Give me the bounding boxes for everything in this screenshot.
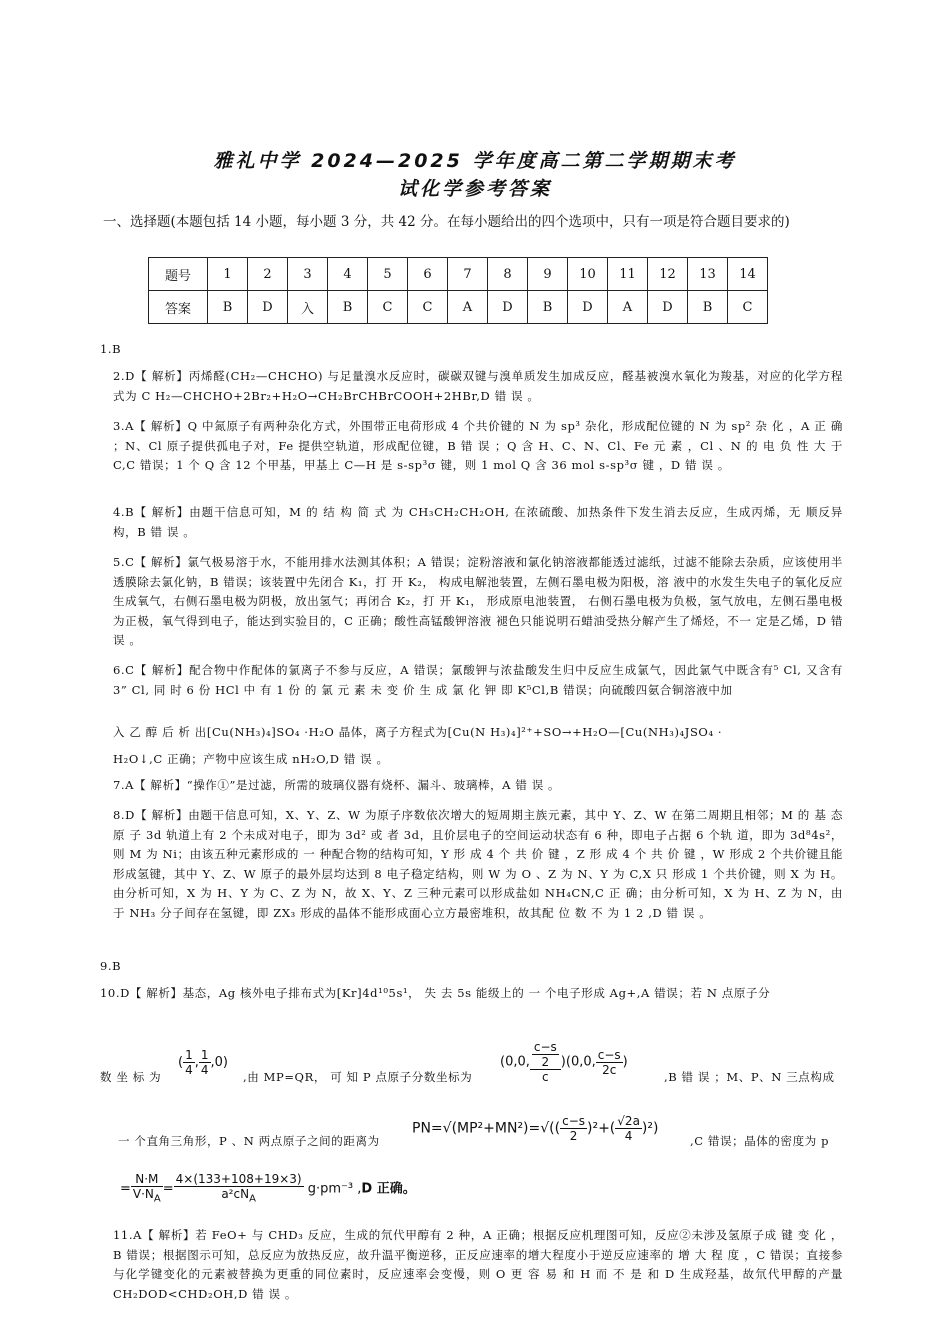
question-number: 12 xyxy=(648,258,688,291)
answer-cell: D xyxy=(568,291,608,324)
answer-q5: 5.C【 解析】氯气极易溶于水，不能用排水法测其体积；A 错误；淀粉溶液和氯化钠溶液都能透过滤纸，过滤不能除去杂质，应该使用半透膜除去氯化钠，B 错误；该装置中先闭合 K₁，打 开 K₂， 构成电解池装置，左侧石墨电极为阳极，溶 液中的水发生失电子的氧化反应生成氧气，右侧石墨电极为阴极，放出氢气；再闭合 K₂，打 开 K₁， 形成原电池装置， 右侧石墨电极为负极，氢气放电，左侧石墨电极为正极，氧气得到电子，能达到实验目的，C 正确；酸性高锰酸钾溶液 褪色只能说明石蜡油受热分解产生了烯烃，不一 定是乙烯，D 错 误 。 xyxy=(113,555,843,647)
answer-q10-part1: 10.D【 解析】基态，Ag 核外电子排布式为[Kr]4d¹⁰5s¹， 失 去 5s 能级上的 一 个电子形成 Ag+,A 错误；若 N 点原子分 xyxy=(100,986,771,1000)
answer-cell: D xyxy=(488,291,528,324)
question-number: 5 xyxy=(368,258,408,291)
answer-q3: 3.A【 解析】Q 中氮原子有两种杂化方式，外围带正电荷形成 4 个共价键的 N 为 sp³ 杂化，形成配位键的 N 为 sp² 杂 化 ，A 正 确 ；N、Cl 原子提供孤电子对，Fe 提供空轨道，形成配位键，B 错 误 ；Q 含 H、C、N、Cl、Fe 元 素 ，Cl 、N 的 电 负 性 大 于 C,C 错误；1 个 Q 含 12 个甲基，甲基上 C—H 是 s-sp³σ 键，则 1 mol Q 含 36 mol s-sp³σ 键 ，D 错 误 。 xyxy=(113,419,843,472)
q10-coord-suffix: ,B 错 误 ；M、P、N 三点构成 xyxy=(664,1070,835,1084)
answer-q6-part3: H₂O↓,C 正确；产物中应该生成 nH₂O,D 错 误 。 xyxy=(113,752,389,766)
answer-cell: A xyxy=(448,291,488,324)
q10-coord-prefix: 数 坐 标 为 xyxy=(100,1070,162,1084)
question-number: 2 xyxy=(248,258,288,291)
table-row-numbers xyxy=(149,258,768,291)
pn-distance-formula: PN=√(MP²+MN²)=√(( $\frac{c-s}{2}$ )²+( $\frac{√2a}{4}$ )²) xyxy=(412,1114,659,1143)
density-formula: = $\frac{N\cdot M}{V\cdot N_A}$ = $\frac{4\times(133+108+19\times 3)}{a^2cN_A}$ g·pm⁻³ ,D 正确。 xyxy=(120,1172,416,1205)
answer-q6-part1: 6.C【 解析】配合物中作配体的氯离子不参与反应，A 错误；氯酸钾与浓盐酸发生归中反应生成氯气，因此氯气中既含有⁵ Cl, 又含有 3” Cl, 同 时 6 份 HCl 中 有 1 份 的 氯 元 素 未 变 价 生 成 氯 化 钾 即 K⁵Cl,B 错误；向硫酸四氨合铜溶液中加 xyxy=(113,663,843,697)
q10-coord-middle: ,由 MP=QR， 可 知 P 点原子分数坐标为 xyxy=(243,1070,473,1084)
answer-cell: C xyxy=(728,291,768,324)
answer-cell: 入 xyxy=(288,291,328,324)
answer-q1: 1.B xyxy=(100,342,122,356)
section-heading: 一、选择题(本题包括 14 小题，每小题 3 分，共 42 分。在每小题给出的四个选项中，只有一项是符合题目要求的) xyxy=(103,214,790,230)
row-label: 题号 xyxy=(149,258,208,291)
answer-q11: 11.A【 解析】若 FeO+ 与 CHD₃ 反应，生成的氘代甲醇有 2 种，A 正确；根据反应机理图可知，反应②未涉及氢原子成 键 变 化 ，B 错误；根据图示可知，总反应为放热反应，故升温平衡逆移，正反应速率的增大程度小于逆反应速率的 增 大 程 度 ，C 错误；直接参与化学键变化的元素被替换为更重的同位素时，反应速率会变慢，则 O 更 容 易 和 H 而 不 是 和 D 生成羟基，故氘代甲醇的产量 CH₂DOD<CHD₂OH,D 错 误 。 xyxy=(113,1228,843,1301)
answer-cell: B xyxy=(688,291,728,324)
p-point-coordinate: (0,0, $\frac{\frac{c-s}{2}}{c}$ )(0,0, $\frac{c-s}{2c}$ ) xyxy=(500,1040,628,1084)
answer-cell: B xyxy=(208,291,248,324)
answer-cell: B xyxy=(528,291,568,324)
question-number: 11 xyxy=(608,258,648,291)
table-row-answers xyxy=(149,291,768,324)
answer-cell: B xyxy=(328,291,368,324)
answer-q4: 4.B【 解析】由题干信息可知，M 的 结 构 简 式 为 CH₃CH₂CH₂OH, 在浓硫酸、加热条件下发生消去反应，生成丙烯，无 顺反异构，B 错 误 。 xyxy=(113,505,843,539)
q10-distance-suffix: ,C 错误；晶体的密度为 p xyxy=(690,1134,830,1148)
document-title-line1: 雅礼中学 2024—2025 学年度高二第二学期期末考 xyxy=(213,150,737,172)
q10-distance-prefix: 一 个直角三角形，P 、N 两点原子之间的距离为 xyxy=(118,1134,380,1148)
question-number: 14 xyxy=(728,258,768,291)
answer-q2: 2.D【 解析】丙烯醛(CH₂—CHCHO) 与足量溴水反应时，碳碳双键与溴单质发生加成反应，醛基被溴水氧化为羧基，对应的化学方程式为 C H₂—CHCHO+2Br₂+H₂O→CH₂BrCHBrCOOH+2HBr,D 错 误 。 xyxy=(113,369,843,403)
answer-q7: 7.A【 解析】“操作①”是过滤，所需的玻璃仪器有烧杯、漏斗、玻璃棒，A 错 误 。 xyxy=(113,778,561,792)
answer-cell: C xyxy=(408,291,448,324)
question-number: 13 xyxy=(688,258,728,291)
question-number: 4 xyxy=(328,258,368,291)
answer-q9: 9.B xyxy=(100,959,122,973)
n-point-coordinate: ( $\frac{1}{4}$ , $\frac{1}{4}$ ,0) xyxy=(178,1048,228,1077)
question-number: 10 xyxy=(568,258,608,291)
document-title-line2: 试化学参考答案 xyxy=(397,178,552,200)
answer-cell: C xyxy=(368,291,408,324)
question-number: 9 xyxy=(528,258,568,291)
question-number: 8 xyxy=(488,258,528,291)
answer-table xyxy=(148,257,768,324)
question-number: 1 xyxy=(208,258,248,291)
answer-q8: 8.D【 解析】由题干信息可知，X、Y、Z、W 为原子序数依次增大的短周期主族元素，其中 Y、Z、W 在第二周期且相邻；M 的 基 态 原 子 3d 轨道上有 2 个未成对电子，即为 3d² 或 者 3d，且价层电子的空间运动状态有 6 种，即电子占据 6 个轨 道，即为 3d⁸4s²，则 M 为 Ni；由该五种元素形成的 一 种配合物的结构可知，Y 形 成 4 个 共 价 键 ，Z 形 成 4 个 共 价 键 ，W 形成 2 个共价键且能形成氢键，其中 Y、Z、W 原子的最外层均达到 8 电子稳定结构，则 W 为 O 、Z 为 N、Y 为 C,X 只 形成 1 个共价键，则 X 为 H。 由分析可知，X 为 H、Y 为 C、Z 为 N，故 X、Y、Z 三种元素可以形成盐如 NH₄CN,C 正 确；由分析可知，X 为 H、Z 为 N，由 于 NH₃ 分子间存在氢键，即 ZX₃ 形成的晶体不能形成面心立方最密堆积，故其配 位 数 不 为 1 2 ,D 错 误 。 xyxy=(113,808,843,920)
question-number: 7 xyxy=(448,258,488,291)
row-label: 答案 xyxy=(149,291,208,324)
answer-cell: D xyxy=(648,291,688,324)
question-number: 6 xyxy=(408,258,448,291)
question-number: 3 xyxy=(288,258,328,291)
answer-q6-part2: 入 乙 醇 后 析 出[Cu(NH₃)₄]SO₄ ·H₂O 晶体，离子方程式为[Cu(N H₃)₄]²⁺+SO→+H₂O—[Cu(NH₃)₄JSO₄ · xyxy=(113,725,723,739)
answer-cell: D xyxy=(248,291,288,324)
answer-cell: A xyxy=(608,291,648,324)
